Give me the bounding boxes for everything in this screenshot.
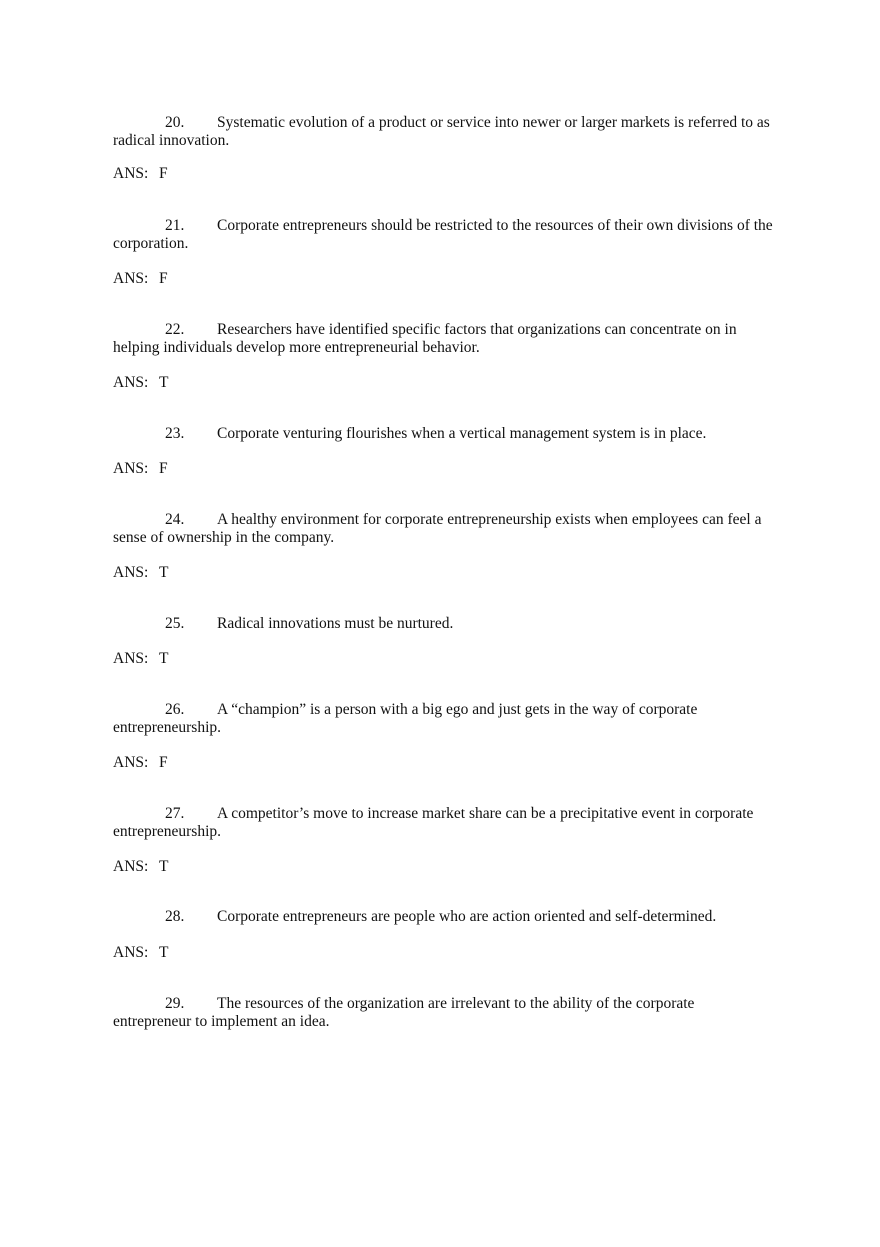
question-text-block (113, 321, 773, 357)
question-text: Systematic evolution of a product or service into newer or larger markets is referred to as radical innovation. (113, 114, 770, 149)
question-24 (113, 511, 773, 581)
answer-label: ANS: (113, 858, 149, 875)
question-text-block (113, 908, 773, 926)
answer-label: ANS: (113, 270, 149, 287)
answer-label: ANS: (113, 564, 149, 581)
question-text: A “champion” is a person with a big ego and just gets in the way of corporate entrepreneurship. (113, 701, 698, 736)
answer-value: F (159, 754, 168, 771)
question-number: 23. (165, 425, 185, 442)
question-text: Researchers have identified specific factors that organizations can concentrate on in helping individuals develop more entrepreneurial behavior. (113, 321, 737, 356)
answer-value: T (159, 564, 169, 581)
answer-label: ANS: (113, 460, 149, 477)
question-29 (113, 995, 773, 1031)
question-number: 24. (165, 511, 185, 528)
answer-label: ANS: (113, 374, 149, 391)
question-text-block (113, 114, 773, 150)
answer-value: T (159, 858, 169, 875)
answer-line (113, 165, 168, 183)
answer-label: ANS: (113, 754, 149, 771)
answer-label: ANS: (113, 650, 149, 667)
answer-line (113, 374, 168, 392)
answer-value: F (159, 270, 168, 287)
question-26 (113, 701, 773, 771)
question-text-block (113, 615, 773, 633)
question-number: 28. (165, 908, 185, 925)
answer-line (113, 858, 168, 876)
question-number: 25. (165, 615, 185, 632)
question-21 (113, 217, 773, 287)
question-number: 27. (165, 805, 185, 822)
answer-value: T (159, 650, 169, 667)
question-text-block (113, 511, 773, 547)
question-text-block (113, 217, 773, 253)
question-number: 29. (165, 995, 185, 1012)
answer-line (113, 460, 168, 478)
question-text: Corporate entrepreneurs are people who are action oriented and self-determined. (217, 908, 717, 925)
answer-line (113, 564, 168, 582)
question-23 (113, 425, 773, 477)
answer-line (113, 270, 168, 288)
question-27 (113, 805, 773, 875)
question-text: A competitor’s move to increase market share can be a precipitative event in corporate entrepreneurship. (113, 805, 754, 840)
answer-value: F (159, 165, 168, 182)
answer-label: ANS: (113, 165, 149, 182)
question-22 (113, 321, 773, 391)
question-25 (113, 615, 773, 667)
question-text-block (113, 425, 773, 443)
question-text: The resources of the organization are irrelevant to the ability of the corporate entrepreneur to implement an idea. (113, 995, 695, 1030)
question-number: 21. (165, 217, 185, 234)
answer-label: ANS: (113, 944, 149, 961)
question-text: Corporate entrepreneurs should be restricted to the resources of their own divisions of the corporation. (113, 217, 773, 252)
question-number: 26. (165, 701, 185, 718)
question-text-block (113, 995, 773, 1031)
question-text: A healthy environment for corporate entrepreneurship exists when employees can feel a sense of ownership in the company. (113, 511, 762, 546)
answer-value: T (159, 944, 169, 961)
question-text-block (113, 805, 773, 841)
question-number: 22. (165, 321, 185, 338)
question-text: Radical innovations must be nurtured. (217, 615, 454, 632)
answer-line (113, 754, 168, 772)
answer-line (113, 650, 168, 668)
question-20 (113, 114, 773, 182)
answer-value: T (159, 374, 169, 391)
question-text-block (113, 701, 773, 737)
question-text: Corporate venturing flourishes when a vertical management system is in place. (217, 425, 707, 442)
answer-value: F (159, 460, 168, 477)
answer-line (113, 944, 168, 962)
question-number: 20. (165, 114, 185, 131)
question-28 (113, 908, 773, 961)
